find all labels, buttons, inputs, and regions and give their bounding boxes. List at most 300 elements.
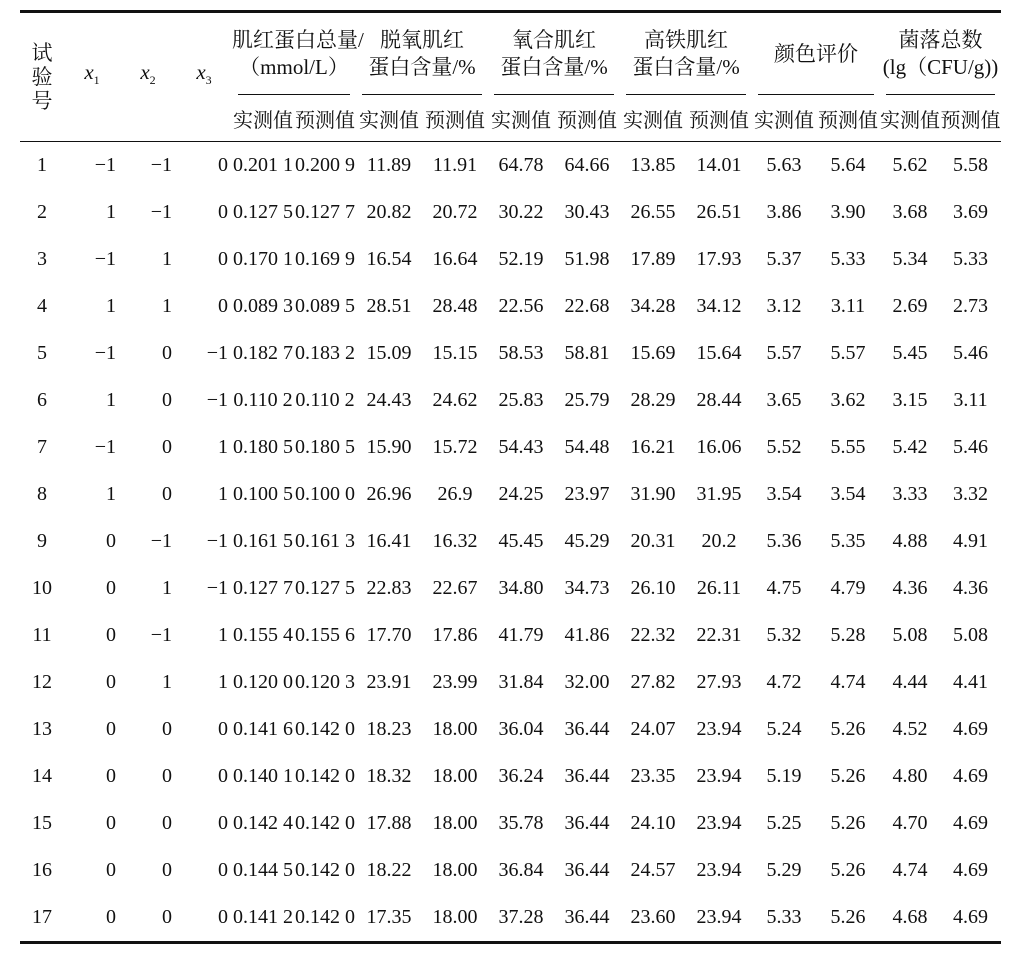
cell-x1: −1 [94, 248, 116, 270]
cell-mb-total-measured: 0.141 6 [233, 718, 293, 740]
cell-x3: 1 [218, 483, 228, 505]
cell-deoxy-predicted: 15.72 [432, 436, 478, 458]
cell-trial-no: 12 [32, 671, 52, 693]
cell-trial-no: 2 [37, 201, 47, 223]
cell-color-measured: 4.72 [766, 671, 802, 693]
cell-met-predicted: 16.06 [696, 436, 742, 458]
cell-oxy-predicted: 22.68 [564, 295, 610, 317]
table-row [20, 236, 1001, 283]
cell-colony-measured: 4.70 [892, 812, 928, 834]
cell-x3: 0 [218, 154, 228, 176]
cell-oxy-predicted: 41.86 [564, 624, 610, 646]
cell-colony-measured: 5.62 [892, 154, 928, 176]
cell-deoxy-measured: 11.89 [366, 154, 412, 176]
cell-deoxy-predicted: 15.15 [432, 342, 478, 364]
cell-trial-no: 11 [32, 624, 52, 646]
cell-x3: −1 [206, 530, 228, 552]
cell-colony-measured: 4.44 [892, 671, 928, 693]
cell-met-predicted: 23.94 [696, 859, 742, 881]
cell-colony-predicted: 4.69 [953, 859, 989, 881]
cell-color-predicted: 5.26 [830, 765, 866, 787]
cell-oxy-measured: 35.78 [498, 812, 544, 834]
cell-deoxy-measured: 17.35 [356, 894, 422, 943]
cell-oxy-predicted: 36.44 [564, 765, 610, 787]
cell-x3: 0 [218, 248, 228, 270]
group-label-line2: （mmol/L） [239, 55, 349, 79]
cell-color-predicted: 3.54 [830, 483, 866, 505]
cell-mb-total-measured: 0.141 2 [232, 894, 294, 943]
cell-oxy-predicted: 36.44 [564, 859, 610, 881]
cell-oxy-predicted: 25.79 [564, 389, 610, 411]
cell-deoxy-measured: 15.90 [366, 436, 412, 458]
cell-color-measured: 5.33 [752, 894, 816, 943]
cell-color-predicted: 3.90 [830, 201, 866, 223]
cell-trial-no: 1 [37, 154, 47, 176]
cell-x2: −1 [150, 624, 172, 646]
cell-x1: −1 [94, 154, 116, 176]
cell-met-measured: 26.55 [630, 201, 676, 223]
cell-color-measured: 5.36 [766, 530, 802, 552]
cell-deoxy-predicted: 18.00 [432, 718, 478, 740]
group-deoxymyoglobin [356, 12, 488, 96]
cell-color-predicted: 3.11 [830, 295, 866, 317]
cell-x1: 0 [106, 859, 116, 881]
cell-colony-predicted: 5.58 [953, 154, 989, 176]
cell-oxy-measured: 22.56 [498, 295, 544, 317]
cell-color-measured: 5.29 [766, 859, 802, 881]
cell-x2: −1 [150, 530, 172, 552]
cell-mb-total-predicted: 0.089 5 [295, 295, 355, 317]
cell-colony-predicted: 3.32 [953, 483, 989, 505]
cell-met-predicted: 23.94 [686, 894, 752, 943]
cell-mb-total-measured: 0.161 5 [233, 530, 293, 552]
table-row [20, 565, 1001, 612]
cell-colony-predicted: 4.69 [953, 718, 989, 740]
cell-deoxy-predicted: 26.9 [437, 483, 473, 505]
group-label-line2: (lg（CFU/g)) [882, 55, 999, 79]
cell-x2: 0 [162, 859, 172, 881]
cell-x1: 0 [106, 624, 116, 646]
cell-colony-measured: 4.88 [892, 530, 928, 552]
cell-color-measured: 5.57 [766, 342, 802, 364]
cell-mb-total-predicted: 0.142 0 [294, 894, 356, 943]
cell-color-predicted: 3.62 [830, 389, 866, 411]
cell-color-measured: 3.65 [766, 389, 802, 411]
cell-colony-predicted: 4.41 [953, 671, 989, 693]
cell-colony-measured: 2.69 [892, 295, 928, 317]
cell-met-predicted: 27.93 [696, 671, 742, 693]
table-row [20, 612, 1001, 659]
cell-x1: 0 [106, 671, 116, 693]
cell-met-predicted: 31.95 [696, 483, 742, 505]
cell-deoxy-predicted: 28.48 [432, 295, 478, 317]
cell-oxy-predicted: 34.73 [564, 577, 610, 599]
x1-label: x [84, 60, 94, 85]
cell-x2: 0 [162, 342, 172, 364]
cell-colony-measured: 3.68 [892, 201, 928, 223]
cell-mb-total-measured: 0.120 0 [233, 671, 293, 693]
cell-oxy-predicted: 51.98 [564, 248, 610, 270]
subheader-predicted: 预测值 [940, 95, 1001, 142]
cell-x3: 0 [218, 859, 228, 881]
cell-deoxy-predicted: 16.64 [432, 248, 478, 270]
cell-mb-total-measured: 0.110 2 [233, 389, 293, 411]
cell-x2: 0 [162, 436, 172, 458]
cell-met-measured: 13.85 [630, 154, 676, 176]
group-label-line2: 蛋白含量/% [632, 55, 740, 79]
group-total-colony [880, 12, 1001, 96]
cell-x3: 1 [218, 436, 228, 458]
cell-colony-measured: 5.42 [892, 436, 928, 458]
x3-label: x [196, 60, 206, 85]
cell-colony-predicted: 5.08 [953, 624, 989, 646]
cell-deoxy-predicted: 23.99 [432, 671, 478, 693]
x2-subscript: 2 [149, 73, 156, 88]
cell-x3: 1 [218, 624, 228, 646]
cell-met-predicted: 14.01 [696, 154, 742, 176]
cell-deoxy-predicted: 11.91 [432, 154, 478, 176]
group-metmyoglobin [620, 12, 752, 96]
cell-colony-predicted: 5.46 [953, 342, 989, 364]
cell-mb-total-measured: 0.182 7 [233, 342, 293, 364]
cell-deoxy-predicted: 20.72 [432, 201, 478, 223]
cell-met-measured: 24.57 [630, 859, 676, 881]
subheader-predicted: 预测值 [294, 95, 356, 142]
cell-oxy-measured: 31.84 [498, 671, 544, 693]
cell-colony-predicted: 4.69 [953, 812, 989, 834]
cell-oxy-measured: 25.83 [498, 389, 544, 411]
cell-deoxy-measured: 17.70 [366, 624, 412, 646]
cell-x2: 0 [162, 718, 172, 740]
cell-color-predicted: 4.74 [830, 671, 866, 693]
cell-mb-total-measured: 0.142 4 [233, 812, 293, 834]
cell-color-predicted: 5.28 [830, 624, 866, 646]
cell-x1: 0 [106, 530, 116, 552]
subheader-measured: 实测值 [620, 95, 686, 142]
cell-met-measured: 23.35 [630, 765, 676, 787]
cell-x1: 0 [106, 718, 116, 740]
cell-color-predicted: 5.26 [830, 859, 866, 881]
cell-oxy-predicted: 32.00 [564, 671, 610, 693]
cell-x3: 1 [218, 671, 228, 693]
subheader-predicted: 预测值 [554, 95, 620, 142]
table-row [20, 518, 1001, 565]
cell-trial-no: 14 [32, 765, 52, 787]
cell-met-predicted: 26.11 [696, 577, 742, 599]
cell-oxy-predicted: 64.66 [564, 154, 610, 176]
cell-deoxy-measured: 24.43 [366, 389, 412, 411]
cell-x1: 0 [64, 894, 120, 943]
cell-x2: 0 [162, 483, 172, 505]
subheader-measured: 实测值 [232, 95, 294, 142]
cell-deoxy-measured: 18.22 [366, 859, 412, 881]
cell-mb-total-measured: 0.170 1 [233, 248, 293, 270]
cell-oxy-measured: 36.04 [498, 718, 544, 740]
cell-oxy-predicted: 54.48 [564, 436, 610, 458]
cell-x2: 0 [162, 389, 172, 411]
cell-deoxy-measured: 18.23 [366, 718, 412, 740]
cell-trial-no: 3 [37, 248, 47, 270]
cell-x2: 1 [162, 577, 172, 599]
subheader-measured: 实测值 [752, 95, 816, 142]
cell-met-measured: 24.07 [630, 718, 676, 740]
cell-mb-total-predicted: 0.180 5 [295, 436, 355, 458]
cell-colony-measured: 4.74 [892, 859, 928, 881]
x3-subscript: 3 [205, 73, 212, 88]
cell-mb-total-predicted: 0.142 0 [295, 718, 355, 740]
cell-oxy-measured: 34.80 [498, 577, 544, 599]
cell-met-predicted: 23.94 [696, 812, 742, 834]
table-row [20, 659, 1001, 706]
cell-mb-total-predicted: 0.142 0 [295, 765, 355, 787]
cell-deoxy-measured: 26.96 [366, 483, 412, 505]
group-label-line2: 蛋白含量/% [368, 55, 476, 79]
cell-deoxy-predicted: 18.00 [422, 894, 488, 943]
table-row [20, 330, 1001, 377]
cell-deoxy-predicted: 22.67 [432, 577, 478, 599]
cell-x1: 1 [106, 389, 116, 411]
cell-color-measured: 5.32 [766, 624, 802, 646]
cell-x1: 0 [106, 577, 116, 599]
cell-mb-total-predicted: 0.161 3 [295, 530, 355, 552]
cell-colony-measured: 5.34 [892, 248, 928, 270]
header-x1 [64, 12, 120, 142]
cell-color-measured: 4.75 [766, 577, 802, 599]
cell-color-predicted: 5.55 [830, 436, 866, 458]
cell-trial-no: 10 [32, 577, 52, 599]
subheader-measured: 实测值 [356, 95, 422, 142]
cell-met-predicted: 34.12 [696, 295, 742, 317]
cell-oxy-measured: 37.28 [488, 894, 554, 943]
header-x3 [176, 12, 232, 142]
cell-color-predicted: 5.57 [830, 342, 866, 364]
table-row [20, 706, 1001, 753]
cell-colony-predicted: 3.11 [953, 389, 988, 411]
cell-oxy-measured: 36.84 [498, 859, 544, 881]
cell-oxy-measured: 45.45 [498, 530, 544, 552]
table-row [20, 847, 1001, 894]
cell-mb-total-measured: 0.127 7 [233, 577, 293, 599]
cell-colony-measured: 3.15 [892, 389, 928, 411]
cell-met-measured: 15.69 [630, 342, 676, 364]
cell-oxy-predicted: 36.44 [554, 894, 620, 943]
cell-oxy-measured: 54.43 [498, 436, 544, 458]
group-label-line1: 肌红蛋白总量/ [232, 28, 364, 52]
group-label-line1: 高铁肌红 [644, 28, 729, 52]
cell-x3: 0 [218, 765, 228, 787]
cell-x1: 0 [106, 812, 116, 834]
cell-met-predicted: 20.2 [701, 530, 737, 552]
cell-met-predicted: 15.64 [696, 342, 742, 364]
cell-x3: −1 [206, 577, 228, 599]
cell-mb-total-measured: 0.180 5 [233, 436, 293, 458]
cell-mb-total-measured: 0.144 5 [233, 859, 293, 881]
x1-subscript: 1 [93, 73, 100, 88]
cell-trial-no: 4 [37, 295, 47, 317]
table-row [20, 800, 1001, 847]
cell-met-measured: 28.29 [630, 389, 676, 411]
cell-mb-total-measured: 0.155 4 [233, 624, 293, 646]
cell-deoxy-predicted: 24.62 [432, 389, 478, 411]
cell-trial-no: 6 [37, 389, 47, 411]
cell-x3: 0 [218, 201, 228, 223]
cell-x2: −1 [150, 154, 172, 176]
cell-deoxy-measured: 17.88 [366, 812, 412, 834]
cell-deoxy-predicted: 18.00 [432, 859, 478, 881]
cell-oxy-measured: 58.53 [498, 342, 544, 364]
cell-x3: 0 [218, 718, 228, 740]
cell-met-measured: 31.90 [630, 483, 676, 505]
cell-colony-predicted: 4.91 [953, 530, 989, 552]
group-myoglobin-total [232, 12, 364, 96]
cell-mb-total-predicted: 0.169 9 [295, 248, 355, 270]
x2-label: x [140, 60, 150, 85]
group-label-line1: 颜色评价 [774, 41, 859, 66]
results-table-container [20, 10, 1001, 944]
cell-oxy-measured: 30.22 [498, 201, 544, 223]
cell-mb-total-predicted: 0.142 0 [295, 859, 355, 881]
cell-color-predicted: 5.33 [830, 248, 866, 270]
cell-x2: −1 [150, 201, 172, 223]
cell-colony-predicted: 5.46 [953, 436, 989, 458]
cell-deoxy-measured: 18.32 [366, 765, 412, 787]
cell-oxy-predicted: 30.43 [564, 201, 610, 223]
cell-mb-total-measured: 0.201 1 [233, 154, 293, 176]
cell-oxy-predicted: 23.97 [564, 483, 610, 505]
cell-mb-total-predicted: 0.100 0 [295, 483, 355, 505]
table-row [20, 283, 1001, 330]
table-row [20, 894, 1001, 943]
cell-colony-predicted: 4.69 [940, 894, 1001, 943]
cell-colony-predicted: 3.69 [953, 201, 989, 223]
cell-mb-total-measured: 0.140 1 [233, 765, 293, 787]
subheader-measured: 实测值 [488, 95, 554, 142]
cell-x3: 0 [218, 812, 228, 834]
cell-met-measured: 20.31 [630, 530, 676, 552]
subheader-predicted: 预测值 [686, 95, 752, 142]
cell-met-measured: 16.21 [630, 436, 676, 458]
cell-trial-no: 9 [37, 530, 47, 552]
cell-colony-measured: 4.36 [892, 577, 928, 599]
cell-colony-measured: 4.52 [892, 718, 928, 740]
cell-mb-total-measured: 0.100 5 [233, 483, 293, 505]
cell-x1: 1 [106, 295, 116, 317]
cell-x1: −1 [94, 342, 116, 364]
cell-color-measured: 3.54 [766, 483, 802, 505]
cell-met-measured: 22.32 [630, 624, 676, 646]
group-label-line1: 脱氧肌红 [380, 28, 464, 52]
cell-x1: −1 [94, 436, 116, 458]
cell-oxy-measured: 36.24 [498, 765, 544, 787]
cell-trial-no: 8 [37, 483, 47, 505]
results-table [20, 10, 1001, 944]
table-row [20, 189, 1001, 236]
cell-x1: 1 [106, 201, 116, 223]
table-row [20, 142, 1001, 190]
cell-met-predicted: 23.94 [696, 765, 742, 787]
cell-met-predicted: 17.93 [696, 248, 742, 270]
cell-color-predicted: 4.79 [830, 577, 866, 599]
cell-color-measured: 5.63 [766, 154, 802, 176]
cell-x2: 0 [162, 812, 172, 834]
cell-deoxy-predicted: 17.86 [432, 624, 478, 646]
cell-met-predicted: 23.94 [696, 718, 742, 740]
cell-colony-predicted: 4.69 [953, 765, 989, 787]
cell-x3: 0 [218, 295, 228, 317]
cell-mb-total-measured: 0.089 3 [233, 295, 293, 317]
cell-colony-predicted: 2.73 [953, 295, 989, 317]
header-trial-no [20, 12, 64, 142]
cell-oxy-measured: 64.78 [498, 154, 544, 176]
cell-deoxy-measured: 16.41 [366, 530, 412, 552]
cell-colony-measured: 4.68 [880, 894, 940, 943]
header-x2 [120, 12, 176, 142]
cell-x2: 0 [120, 894, 176, 943]
subheader-predicted: 预测值 [816, 95, 880, 142]
cell-colony-measured: 3.33 [892, 483, 928, 505]
cell-color-predicted: 5.64 [830, 154, 866, 176]
cell-trial-no: 13 [32, 718, 52, 740]
cell-deoxy-measured: 16.54 [366, 248, 412, 270]
cell-color-measured: 5.37 [766, 248, 802, 270]
subheader-measured: 实测值 [880, 95, 940, 142]
cell-trial-no: 15 [32, 812, 52, 834]
cell-mb-total-predicted: 0.127 5 [295, 577, 355, 599]
cell-deoxy-predicted: 18.00 [432, 765, 478, 787]
cell-oxy-predicted: 58.81 [564, 342, 610, 364]
cell-x1: 1 [106, 483, 116, 505]
cell-color-measured: 5.25 [766, 812, 802, 834]
cell-mb-total-predicted: 0.120 3 [295, 671, 355, 693]
cell-deoxy-measured: 22.83 [366, 577, 412, 599]
cell-deoxy-measured: 15.09 [366, 342, 412, 364]
subheader-predicted: 预测值 [422, 95, 488, 142]
cell-deoxy-measured: 28.51 [366, 295, 412, 317]
cell-trial-no: 16 [32, 859, 52, 881]
cell-x3: −1 [206, 342, 228, 364]
cell-met-predicted: 28.44 [696, 389, 742, 411]
cell-color-measured: 5.19 [766, 765, 802, 787]
cell-oxy-measured: 41.79 [498, 624, 544, 646]
cell-color-measured: 3.86 [766, 201, 802, 223]
cell-met-measured: 24.10 [630, 812, 676, 834]
cell-mb-total-predicted: 0.142 0 [295, 812, 355, 834]
cell-met-measured: 23.60 [620, 894, 686, 943]
cell-colony-predicted: 4.36 [953, 577, 989, 599]
cell-mb-total-measured: 0.127 5 [233, 201, 293, 223]
group-label-line2: 蛋白含量/% [500, 55, 608, 79]
cell-color-predicted: 5.35 [830, 530, 866, 552]
cell-color-measured: 3.12 [766, 295, 802, 317]
cell-trial-no: 5 [37, 342, 47, 364]
cell-deoxy-predicted: 18.00 [432, 812, 478, 834]
cell-x1: 0 [106, 765, 116, 787]
cell-met-predicted: 22.31 [696, 624, 742, 646]
cell-colony-measured: 4.80 [892, 765, 928, 787]
cell-oxy-predicted: 36.44 [564, 812, 610, 834]
cell-trial-no: 7 [37, 436, 47, 458]
cell-color-predicted: 5.26 [830, 812, 866, 834]
table-row [20, 424, 1001, 471]
cell-deoxy-measured: 23.91 [366, 671, 412, 693]
cell-colony-predicted: 5.33 [953, 248, 989, 270]
cell-met-predicted: 26.51 [696, 201, 742, 223]
cell-x2: 1 [162, 248, 172, 270]
cell-deoxy-predicted: 16.32 [432, 530, 478, 552]
cell-met-measured: 17.89 [630, 248, 676, 270]
group-color-score [752, 12, 880, 96]
cell-x3: −1 [206, 389, 228, 411]
